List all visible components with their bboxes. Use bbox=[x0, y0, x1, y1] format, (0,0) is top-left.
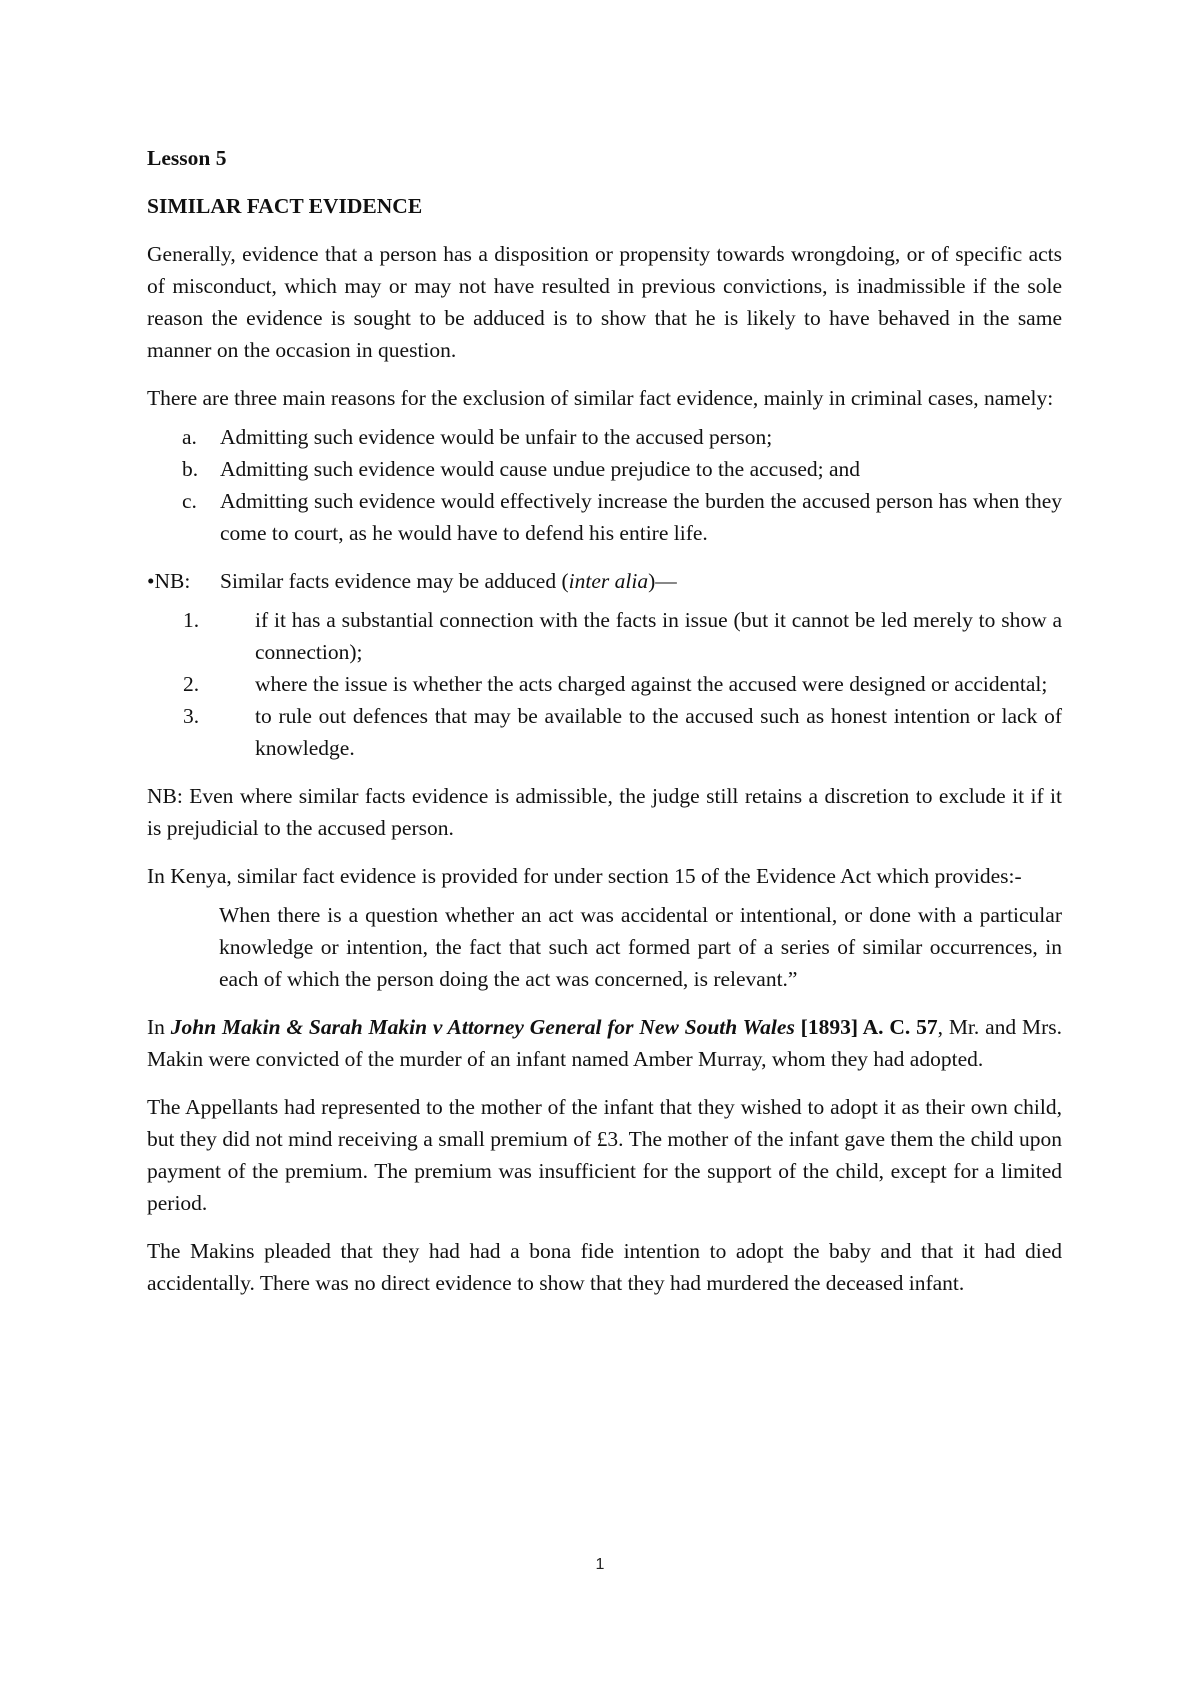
makin-case-paragraph bbox=[147, 1011, 1062, 1075]
list-item-text: to rule out defences that may be available to the accused such as honest intention or lack of knowledge. bbox=[255, 704, 1062, 760]
reasons-list bbox=[147, 421, 1062, 549]
list-item-text: where the issue is whether the acts charged against the accused were designed or accidental; bbox=[255, 672, 1048, 696]
case-name: John Makin & Sarah Makin v Attorney General for New South Wales bbox=[170, 1015, 795, 1039]
list-item bbox=[147, 453, 1062, 485]
list-item-text: Admitting such evidence would effectively increase the burden the accused person has when they come to court, as he would have to defend his entire life. bbox=[220, 489, 1062, 545]
list-item bbox=[147, 485, 1062, 549]
admissible-grounds-list bbox=[147, 604, 1062, 764]
intro-paragraph: Generally, evidence that a person has a disposition or propensity towards wrongdoing, or of specific acts of misconduct, which may or may not have resulted in previous convictions, is inadmissible if the sole reason the evidence is sought to be adduced is to show that he is likely to have behaved in the same manner on the occasion in question. bbox=[147, 242, 1062, 362]
list-item-text: Admitting such evidence would be unfair to the accused person; bbox=[220, 425, 773, 449]
page-number: 1 bbox=[595, 1556, 605, 1573]
makins-plea-paragraph: The Makins pleaded that they had had a bona fide intention to adopt the baby and that it had died accidentally. There was no direct evidence to show that they had murdered the deceased infant. bbox=[147, 1239, 1062, 1295]
case-citation: [1893] A. C. 57 bbox=[800, 1015, 938, 1039]
lesson-label: Lesson 5 bbox=[147, 146, 227, 170]
nb-marker: •NB: bbox=[147, 569, 191, 593]
appellants-paragraph: The Appellants had represented to the mother of the infant that they wished to adopt it as their own child, but they did not mind receiving a small premium of £3. The mother of the infant gave them the child upon payment of the premium. The premium was insufficient for the support of the child, except for a limited period. bbox=[147, 1095, 1062, 1215]
list-item bbox=[147, 604, 1062, 668]
kenya-paragraph: In Kenya, similar fact evidence is provided for under section 15 of the Evidence Act which provides:- bbox=[147, 864, 1022, 888]
list-item-text: Admitting such evidence would cause undue prejudice to the accused; and bbox=[220, 457, 861, 481]
nb-italic-phrase: inter alia bbox=[568, 569, 649, 593]
section-title: SIMILAR FACT EVIDENCE bbox=[147, 194, 423, 218]
list-item-text: if it has a substantial connection with the facts in issue (but it cannot be led merely to show a connection); bbox=[255, 608, 1062, 664]
section-15-quote: When there is a question whether an act was accidental or intentional, or done with a particular knowledge or intention, the fact that such act formed part of a series of similar occurrences, in each of which the person doing the act was concerned, is relevant.” bbox=[219, 903, 1062, 991]
nb-admissible-note bbox=[147, 565, 1062, 597]
makin-prefix: In bbox=[147, 1015, 171, 1039]
nb-text-before: Similar facts evidence may be adduced ( bbox=[220, 569, 569, 593]
list-item bbox=[147, 668, 1062, 700]
document-page bbox=[147, 142, 1062, 1315]
list-marker: b. bbox=[182, 457, 199, 481]
list-marker: c. bbox=[182, 489, 197, 513]
list-item bbox=[147, 421, 1062, 453]
reasons-intro-paragraph: There are three main reasons for the exclusion of similar fact evidence, mainly in criminal cases, namely: bbox=[147, 386, 1054, 410]
nb-text-after: )— bbox=[648, 569, 677, 593]
list-marker: 2. bbox=[183, 672, 200, 696]
list-marker: a. bbox=[182, 425, 197, 449]
list-item bbox=[147, 700, 1062, 764]
list-marker: 1. bbox=[183, 608, 200, 632]
makin-rest: , Mr. and Mrs. Makin were convicted of the murder of an infant named Amber Murray, whom they had adopted. bbox=[147, 1015, 1063, 1071]
list-marker: 3. bbox=[183, 704, 200, 728]
nb-discretion-paragraph: NB: Even where similar facts evidence is admissible, the judge still retains a discretion to exclude it if it is prejudicial to the accused person. bbox=[147, 784, 1062, 840]
